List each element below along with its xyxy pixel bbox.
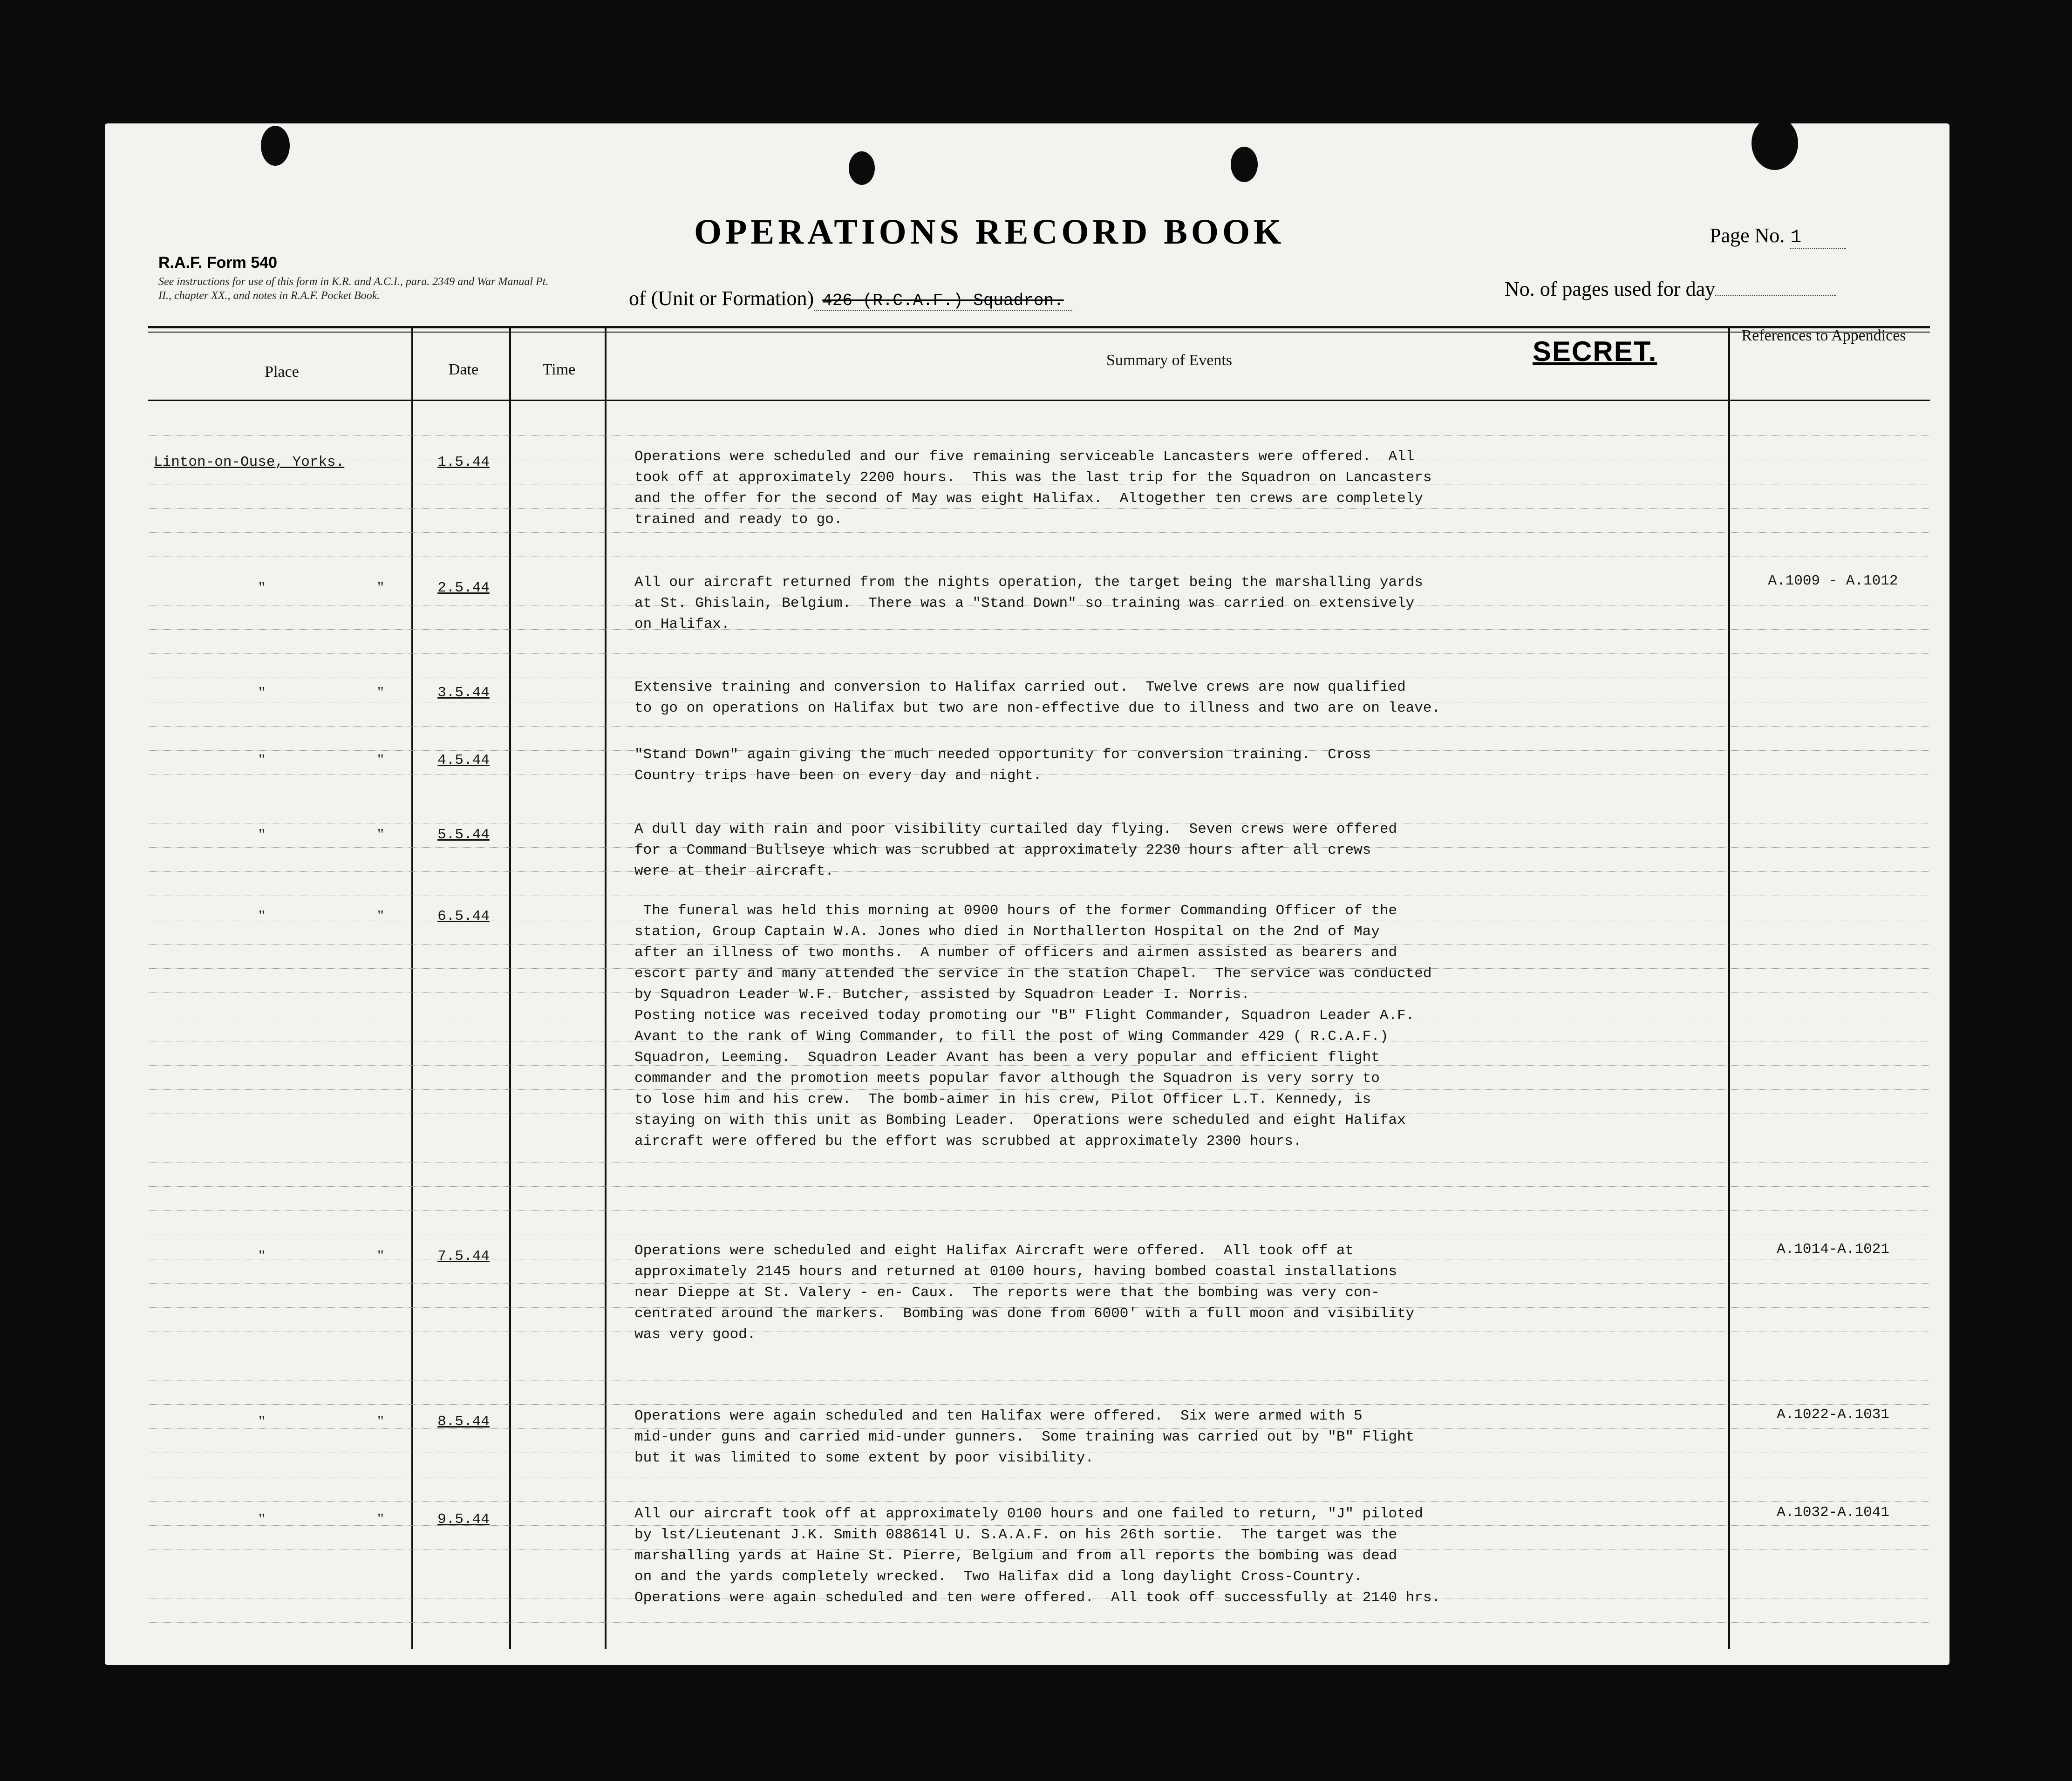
punch-hole [849, 151, 875, 185]
ruled-line [149, 532, 1929, 533]
summary-line: mid-under guns and carried mid-under gunners. Some training was carried out by "B" Flight [634, 1429, 1415, 1445]
entry-date: 9.5.44 [437, 1511, 490, 1528]
punch-hole [1231, 147, 1258, 182]
summary-line: "Stand Down" again giving the much needed opportunity for conversion training. Cross [634, 747, 1371, 763]
summary-line: Squadron, Leeming. Squadron Leader Avant has been a very popular and efficient flight [634, 1049, 1380, 1066]
ditto-mark: " [377, 907, 384, 924]
form-number: R.A.F. Form 540 [158, 254, 278, 272]
ditto-mark: " [377, 1247, 384, 1264]
entry-date: 1.5.44 [437, 454, 490, 470]
page-number [1710, 224, 1846, 249]
summary-line: trained and ready to go. [634, 511, 843, 528]
column-header-rule [148, 400, 1930, 401]
ditto-mark: " [377, 1413, 384, 1430]
entry-reference: A.1032-A.1041 [1777, 1504, 1889, 1521]
summary-line: marshalling yards at Haine St. Pierre, Belgium and from all reports the bombing was dead [634, 1548, 1397, 1564]
entry-date: 3.5.44 [437, 685, 490, 701]
summary-line: All our aircraft took off at approximately 0100 hours and one failed to return, "J" piloted [634, 1506, 1423, 1522]
entry-place: Linton-on-Ouse, Yorks. [154, 454, 345, 470]
ruled-line [149, 1210, 1929, 1211]
ditto-mark: " [377, 684, 384, 701]
summary-line: centrated around the markers. Bombing was done from 6000' with a full moon and visibility [634, 1305, 1415, 1322]
summary-line: A dull day with rain and poor visibility curtailed day flying. Seven crews were offered [634, 821, 1397, 837]
ruled-line [149, 871, 1929, 872]
summary-line: All our aircraft returned from the nights operation, the target being the marshalling yards [634, 574, 1423, 591]
column-header-summary: Summary of Events [1106, 352, 1233, 369]
summary-line: after an illness of two months. A number of officers and airmen assisted as bearers and [634, 945, 1397, 961]
summary-line: Extensive training and conversion to Halifax carried out. Twelve crews are now qualified [634, 679, 1406, 695]
summary-line: but it was limited to some extent by poor visibility. [634, 1450, 1094, 1466]
ruled-line [149, 1186, 1929, 1187]
summary-line: on Halifax. [634, 616, 730, 632]
ditto-mark: " [259, 684, 265, 701]
entry-date: 5.5.44 [437, 827, 490, 843]
form-instructions: See instructions for use of this form in K.R. and A.C.I., para. 2349 and War Manual Pt. II., chapter XX., and notes in R.A.F. Pocket Book. [158, 276, 549, 302]
summary-line: approximately 2145 hours and returned at 0100 hours, having bombed coastal installations [634, 1264, 1397, 1280]
column-divider-summary [1728, 328, 1730, 1649]
entry-date: 4.5.44 [437, 752, 490, 768]
summary-line: Operations were again scheduled and ten Halifax were offered. Six were armed with 5 [634, 1408, 1363, 1424]
summary-line: by lst/Lieutenant J.K. Smith 088614l U. S.A.A.F. on his 26th sortie. The target was the [634, 1527, 1397, 1543]
ditto-mark: " [377, 751, 384, 768]
ditto-mark: " [259, 907, 265, 924]
summary-line: Operations were scheduled and our five remaining serviceable Lancasters were offered. All [634, 449, 1415, 465]
pages-used-field [1505, 277, 1836, 301]
ditto-mark: " [377, 826, 384, 843]
pages-used-value [1715, 295, 1836, 296]
summary-line: were at their aircraft. [634, 863, 834, 879]
unit-label: of (Unit or Formation) [629, 287, 814, 310]
ruled-line [149, 629, 1929, 630]
header-rule [148, 326, 1930, 328]
summary-line: staying on with this unit as Bombing Leader. Operations were scheduled and eight Halifax [634, 1112, 1406, 1128]
summary-line: station, Group Captain W.A. Jones who died in Northallerton Hospital on the 2nd of May [634, 924, 1380, 940]
entry-reference: A.1009 - A.1012 [1768, 573, 1898, 589]
column-divider-time [605, 328, 607, 1649]
summary-line: commander and the promotion meets popular favor although the Squadron is very sorry to [634, 1070, 1380, 1087]
summary-line: to go on operations on Halifax but two are non-effective due to illness and two are on leave. [634, 700, 1441, 716]
ruled-line [149, 726, 1929, 727]
ditto-mark: " [259, 826, 265, 843]
column-divider-place [411, 328, 413, 1649]
punch-hole [261, 126, 290, 166]
summary-line: aircraft were offered bu the effort was scrubbed at approximately 2300 hours. [634, 1133, 1302, 1149]
entry-date: 8.5.44 [437, 1414, 490, 1430]
entry-date: 7.5.44 [437, 1248, 490, 1264]
ditto-mark: " [377, 1510, 384, 1528]
ditto-mark: " [259, 1413, 265, 1430]
column-header-place: Place [265, 363, 299, 381]
ditto-mark: " [259, 579, 265, 596]
page-title: OPERATIONS RECORD BOOK [694, 212, 1285, 252]
column-header-references: References to Appendices [1741, 327, 1906, 344]
unit-value: 426 (R.C.A.F.) Squadron. [814, 291, 1072, 311]
ditto-mark: " [259, 751, 265, 768]
entry-date: 2.5.44 [437, 580, 490, 596]
summary-line: to lose him and his crew. The bomb-aimer in his crew, Pilot Officer L.T. Kennedy, is [634, 1091, 1371, 1108]
summary-line: and the offer for the second of May was eight Halifax. Altogether ten crews are completely [634, 490, 1423, 507]
summary-line: escort party and many attended the service in the station Chapel. The service was conducted [634, 965, 1432, 982]
ruled-line [149, 653, 1929, 654]
summary-line: Operations were scheduled and eight Halifax Aircraft were offered. All took off at [634, 1243, 1354, 1259]
punch-hole [1752, 116, 1798, 170]
ditto-mark: " [259, 1510, 265, 1528]
pages-used-label: No. of pages used for day [1505, 278, 1716, 300]
entry-reference: A.1022-A.1031 [1777, 1407, 1889, 1423]
summary-line: Operations were again scheduled and ten were offered. All took off successfully at 2140 hrs. [634, 1590, 1441, 1606]
summary-line: at St. Ghislain, Belgium. There was a "Stand Down" so training was carried on extensively [634, 595, 1415, 612]
summary-line: for a Command Bullseye which was scrubbed at approximately 2230 hours after all crews [634, 842, 1371, 858]
page-number-value: 1 [1790, 227, 1846, 249]
summary-line: Avant to the rank of Wing Commander, to fill the post of Wing Commander 429 ( R.C.A.F.) [634, 1028, 1389, 1045]
ruled-line [149, 1501, 1929, 1502]
page-number-label: Page No. [1710, 224, 1785, 247]
unit-field [629, 286, 1072, 311]
column-header-date: Date [448, 361, 479, 378]
summary-line: Posting notice was received today promoting our "B" Flight Commander, Squadron Leader A.F. [634, 1007, 1415, 1024]
column-divider-date [509, 328, 511, 1649]
entry-date: 6.5.44 [437, 908, 490, 924]
header-rule-2 [148, 332, 1930, 333]
summary-line: by Squadron Leader W.F. Butcher, assisted by Squadron Leader I. Norris. [634, 986, 1250, 1003]
summary-line: took off at approximately 2200 hours. This was the last trip for the Squadron on Lancasters [634, 469, 1432, 486]
summary-line: on and the yards completely wrecked. Two Halifax did a long daylight Cross-Country. [634, 1569, 1363, 1585]
secret-stamp: SECRET. [1533, 336, 1657, 367]
entry-reference: A.1014-A.1021 [1777, 1241, 1889, 1258]
summary-line: The funeral was held this morning at 0900 hours of the former Commanding Officer of the [634, 903, 1397, 919]
ditto-mark: " [377, 579, 384, 596]
summary-line: near Dieppe at St. Valery - en- Caux. The reports were that the bombing was very con- [634, 1285, 1380, 1301]
column-header-time: Time [542, 361, 576, 378]
summary-line: Country trips have been on every day and night. [634, 768, 1042, 784]
ruled-line [149, 1622, 1929, 1623]
ruled-line [149, 435, 1929, 436]
ditto-mark: " [259, 1247, 265, 1264]
summary-line: was very good. [634, 1326, 756, 1343]
